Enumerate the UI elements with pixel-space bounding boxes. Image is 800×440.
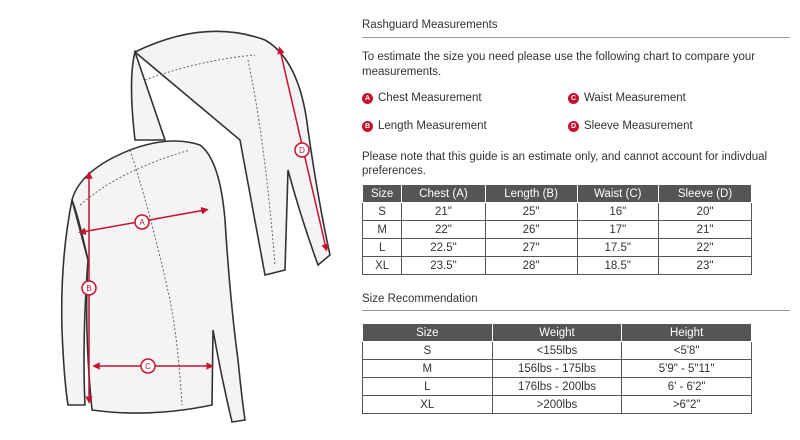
table-cell: 23.5" (402, 257, 485, 275)
table-cell: 26" (485, 221, 577, 239)
svg-text:C: C (145, 362, 151, 371)
column-header: Length (B) (485, 185, 577, 203)
table-cell: XL (363, 396, 493, 414)
table-cell: 22.5" (402, 239, 485, 257)
rashguard-illustration (0, 0, 355, 440)
table-cell: M (363, 360, 493, 378)
column-header: Chest (A) (402, 185, 485, 203)
legend-label: Chest Measurement (378, 92, 482, 104)
badge-d: D (568, 121, 579, 132)
legend-waist (568, 92, 686, 104)
divider (362, 37, 790, 38)
table-row (363, 396, 752, 414)
table-row (363, 342, 752, 360)
table-cell: <5'8" (622, 342, 752, 360)
svg-text:A: A (139, 218, 145, 227)
marker-b (82, 281, 96, 295)
marker-a (135, 215, 149, 229)
table-cell: <155lbs (492, 342, 622, 360)
legend-label: Length Measurement (378, 120, 487, 132)
table-cell: 25" (485, 203, 577, 221)
table-cell: 176lbs - 200lbs (492, 378, 622, 396)
table-cell: >200lbs (492, 396, 622, 414)
table-cell: 22" (658, 239, 751, 257)
table-cell: 23" (658, 257, 751, 275)
divider (362, 310, 790, 311)
table-row (363, 360, 752, 378)
table-cell: S (363, 203, 402, 221)
table-cell: L (363, 378, 493, 396)
legend-length (362, 120, 487, 132)
column-header: Sleeve (D) (658, 185, 751, 203)
table-cell: 6' - 6'2" (622, 378, 752, 396)
table-cell: 28" (485, 257, 577, 275)
table-cell: M (363, 221, 402, 239)
table-cell: S (363, 342, 493, 360)
column-header: Waist (C) (577, 185, 658, 203)
table-cell: XL (363, 257, 402, 275)
size-recommendation-table (362, 323, 752, 414)
table-cell: 21" (658, 221, 751, 239)
legend-chest (362, 92, 482, 104)
disclaimer-note: Please note that this guide is an estimate only, and cannot account for indivdual preferences. (362, 151, 768, 177)
legend-label: Waist Measurement (584, 92, 686, 104)
badge-b: B (362, 121, 373, 132)
measurements-table (362, 184, 752, 275)
column-header: Size (363, 324, 493, 342)
table-header-row (363, 324, 752, 342)
table-cell: 5'9" - 5"11" (622, 360, 752, 378)
table-cell: 27" (485, 239, 577, 257)
table-cell: 21" (402, 203, 485, 221)
table-cell: L (363, 239, 402, 257)
badge-a: A (362, 93, 373, 104)
table-row (363, 203, 752, 221)
marker-d (295, 143, 309, 157)
legend-label: Sleeve Measurement (584, 120, 693, 132)
column-header: Size (363, 185, 402, 203)
table-cell: 156lbs - 175lbs (492, 360, 622, 378)
column-header: Weight (492, 324, 622, 342)
table-cell: 17" (577, 221, 658, 239)
section-title-measurements: Rashguard Measurements (362, 19, 498, 31)
column-header: Height (622, 324, 752, 342)
table-cell: 18.5" (577, 257, 658, 275)
svg-text:D: D (299, 146, 305, 155)
table-cell: 22" (402, 221, 485, 239)
table-row (363, 257, 752, 275)
badge-c: C (568, 93, 579, 104)
legend-sleeve (568, 120, 693, 132)
table-header-row (363, 185, 752, 203)
table-row (363, 221, 752, 239)
table-cell: >6"2" (622, 396, 752, 414)
table-cell: 20" (658, 203, 751, 221)
table-cell: 16" (577, 203, 658, 221)
table-row (363, 378, 752, 396)
table-cell: 17.5" (577, 239, 658, 257)
section-title-recommendation: Size Recommendation (362, 293, 478, 305)
intro-text: To estimate the size you need please use the following chart to compare your measurements. (362, 51, 756, 78)
marker-c (141, 359, 155, 373)
table-row (363, 239, 752, 257)
svg-text:B: B (86, 284, 92, 293)
